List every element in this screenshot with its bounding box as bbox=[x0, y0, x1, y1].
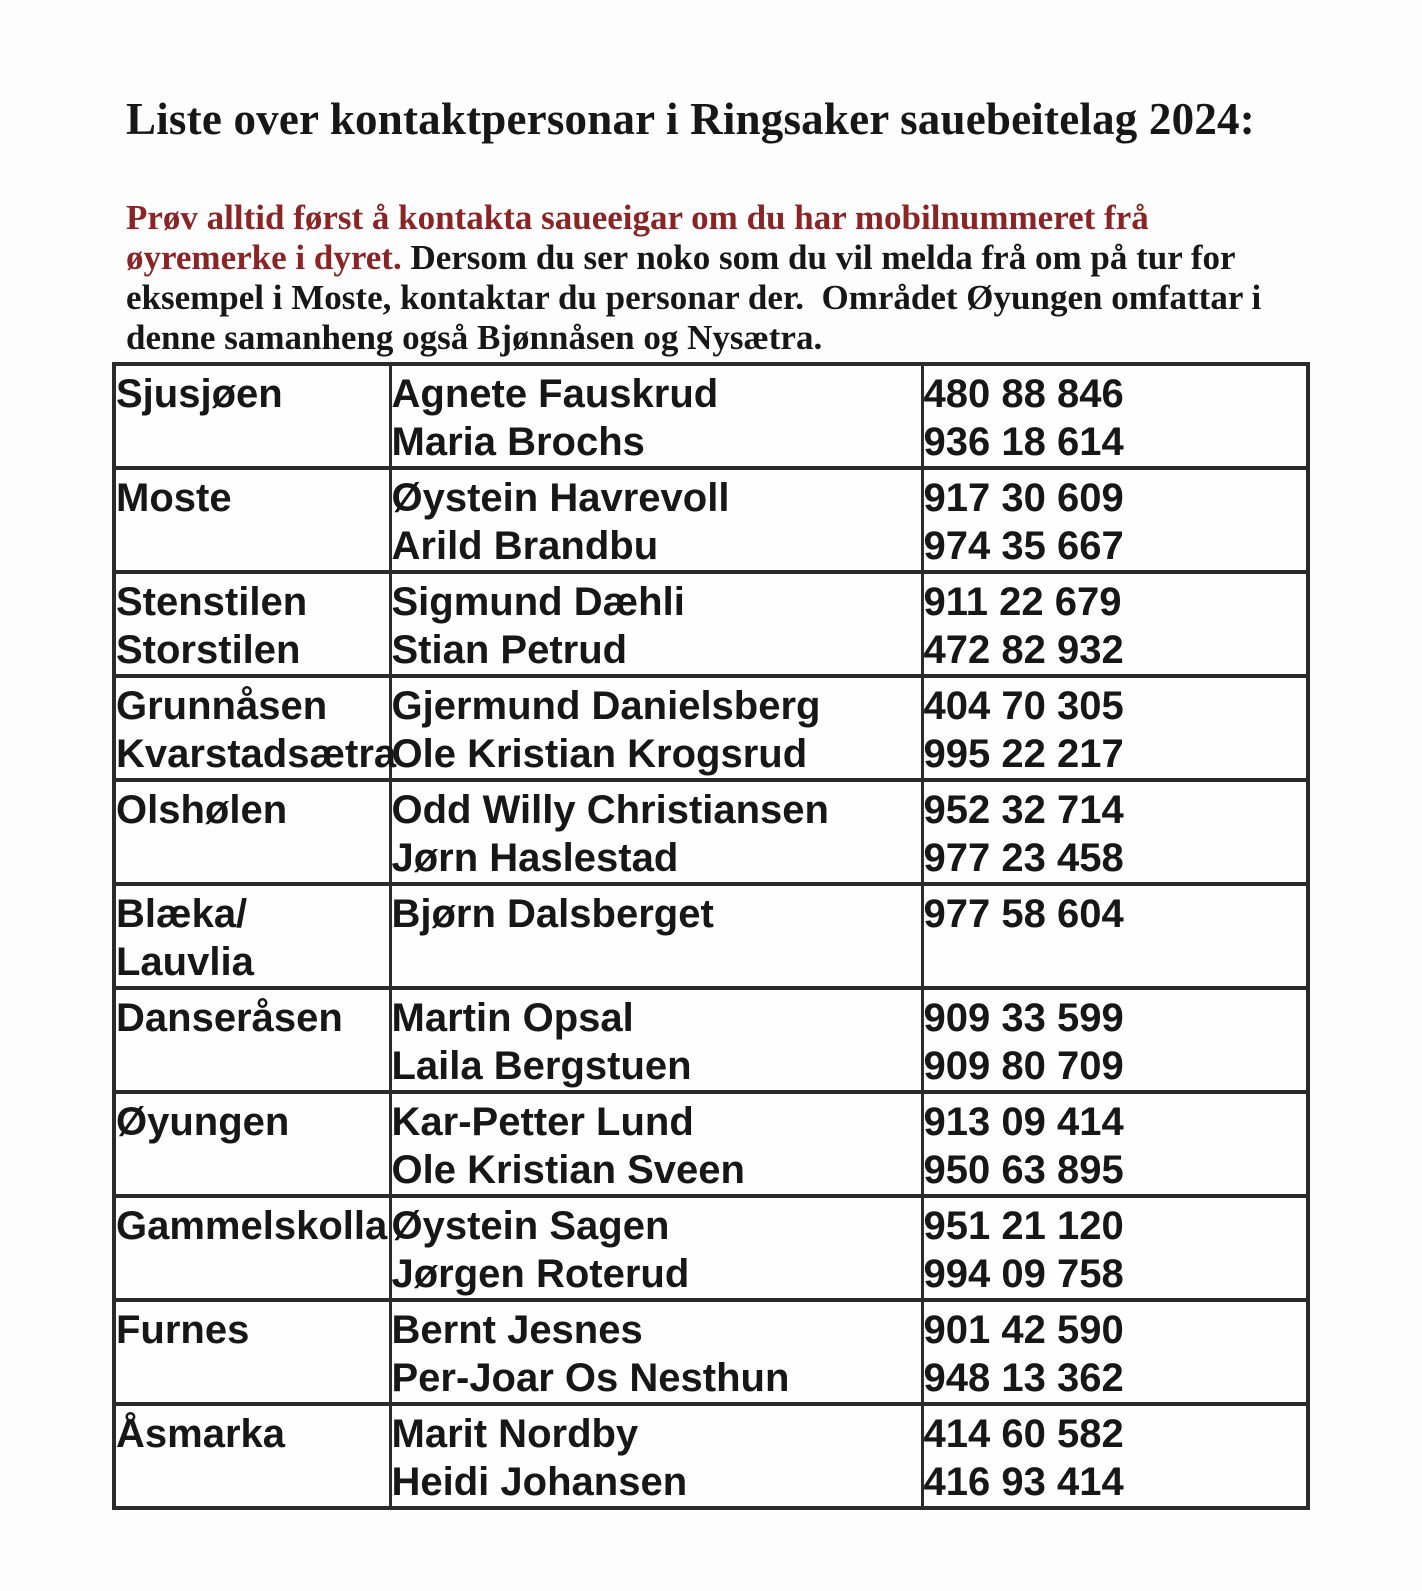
area-cell bbox=[114, 1196, 390, 1300]
area-name: Gammelskolla bbox=[116, 1204, 388, 1248]
contact-phone: 414 60 582 bbox=[923, 1412, 1124, 1456]
contacts-table bbox=[112, 362, 1310, 1510]
contact-name: Sigmund Dæhli bbox=[391, 580, 685, 624]
contact-name: Maria Brochs bbox=[391, 420, 645, 464]
phones-cell bbox=[922, 1196, 1308, 1300]
area-cell bbox=[114, 780, 390, 884]
phones-cell bbox=[922, 780, 1308, 884]
phones-cell bbox=[922, 1092, 1308, 1196]
area-name: Sjusjøen bbox=[116, 372, 283, 416]
contact-name: Heidi Johansen bbox=[391, 1460, 688, 1504]
names-cell bbox=[390, 572, 922, 676]
contact-name: Bjørn Dalsberget bbox=[391, 892, 714, 936]
names-cell bbox=[390, 1092, 922, 1196]
contact-phone: 909 80 709 bbox=[923, 1044, 1124, 1088]
contact-phone: 948 13 362 bbox=[923, 1356, 1124, 1400]
area-name: Moste bbox=[116, 476, 232, 520]
area-name: Furnes bbox=[116, 1308, 250, 1352]
table-row bbox=[114, 1196, 1308, 1300]
area-cell bbox=[114, 676, 397, 780]
contact-name: Arild Brandbu bbox=[391, 524, 659, 568]
table-row bbox=[114, 780, 1308, 884]
table-row bbox=[114, 676, 1308, 780]
area-name: Grunnåsen bbox=[116, 684, 328, 728]
contact-phone: 901 42 590 bbox=[923, 1308, 1124, 1352]
phones-cell bbox=[922, 1404, 1308, 1508]
names-cell bbox=[390, 468, 922, 572]
names-cell bbox=[390, 364, 922, 468]
contact-phone: 913 09 414 bbox=[923, 1100, 1124, 1144]
contact-name: Marit Nordby bbox=[391, 1412, 639, 1456]
area-name: Åsmarka bbox=[116, 1412, 286, 1456]
contact-phone: 917 30 609 bbox=[923, 476, 1124, 520]
table-row bbox=[114, 1092, 1308, 1196]
contact-name: Laila Bergstuen bbox=[391, 1044, 692, 1088]
contact-phone: 977 58 604 bbox=[923, 892, 1124, 936]
area-name: Storstilen bbox=[116, 628, 301, 672]
area-cell bbox=[114, 1092, 390, 1196]
intro-body-text: Dersom du ser noko som du vil melda frå om på tur for eksempel i Moste, kontaktar du personar der. Området Øyungen omfattar i denne samanheng også Bjønnåsen og Nysætra. bbox=[126, 238, 1270, 357]
contact-phone: 994 09 758 bbox=[923, 1252, 1124, 1296]
table-row bbox=[114, 364, 1308, 468]
table-row bbox=[114, 1300, 1308, 1404]
area-cell bbox=[114, 572, 390, 676]
phones-cell bbox=[922, 884, 1308, 988]
contact-name: Ole Kristian Sveen bbox=[391, 1148, 745, 1192]
contact-name: Øystein Sagen bbox=[391, 1204, 670, 1248]
table-row bbox=[114, 468, 1308, 572]
table-row bbox=[114, 1404, 1308, 1508]
phones-cell bbox=[922, 572, 1308, 676]
contact-name: Øystein Havrevoll bbox=[391, 476, 730, 520]
contact-name: Jørn Haslestad bbox=[391, 836, 679, 880]
contact-phone: 911 22 679 bbox=[923, 580, 1122, 624]
contact-name: Martin Opsal bbox=[391, 996, 634, 1040]
phones-cell bbox=[922, 364, 1308, 468]
contact-phone: 404 70 305 bbox=[923, 684, 1124, 728]
names-cell bbox=[390, 988, 922, 1092]
names-cell bbox=[390, 1196, 922, 1300]
names-cell bbox=[390, 884, 922, 988]
area-cell bbox=[114, 364, 390, 468]
contact-phone: 952 32 714 bbox=[923, 788, 1124, 832]
area-name: Danseråsen bbox=[116, 996, 343, 1040]
contact-phone: 974 35 667 bbox=[923, 524, 1124, 568]
contact-name: Kar-Petter Lund bbox=[391, 1100, 694, 1144]
contact-name: Per-Joar Os Nesthun bbox=[391, 1356, 790, 1400]
area-name: Øyungen bbox=[116, 1100, 290, 1144]
area-name: Lauvlia bbox=[116, 940, 254, 984]
contact-phone: 909 33 599 bbox=[923, 996, 1124, 1040]
area-cell bbox=[114, 988, 390, 1092]
contact-phone: 951 21 120 bbox=[923, 1204, 1124, 1248]
phones-cell bbox=[922, 1300, 1308, 1404]
contact-name: Odd Willy Christiansen bbox=[391, 788, 829, 832]
names-cell bbox=[390, 1300, 922, 1404]
contact-name: Bernt Jesnes bbox=[391, 1308, 643, 1352]
contact-phone: 416 93 414 bbox=[923, 1460, 1124, 1504]
area-cell bbox=[114, 1300, 390, 1404]
area-cell bbox=[114, 884, 390, 988]
contact-name: Stian Petrud bbox=[391, 628, 628, 672]
table-row bbox=[114, 572, 1308, 676]
phones-cell bbox=[922, 988, 1308, 1092]
contact-phone: 977 23 458 bbox=[923, 836, 1124, 880]
phones-cell bbox=[922, 676, 1308, 780]
contacts-table-body bbox=[114, 364, 1308, 1508]
area-cell bbox=[114, 468, 390, 572]
names-cell bbox=[390, 780, 922, 884]
intro-paragraph bbox=[126, 198, 1276, 358]
phones-cell bbox=[922, 468, 1308, 572]
contact-phone: 472 82 932 bbox=[923, 628, 1124, 672]
contact-phone: 936 18 614 bbox=[923, 420, 1124, 464]
contact-name: Agnete Fauskrud bbox=[391, 372, 719, 416]
contact-name: Gjermund Danielsberg bbox=[391, 684, 821, 728]
area-name: Olshølen bbox=[116, 788, 288, 832]
area-name: Stenstilen bbox=[116, 580, 308, 624]
area-name: Kvarstadsætra bbox=[116, 732, 397, 776]
area-cell bbox=[114, 1404, 390, 1508]
contact-phone: 950 63 895 bbox=[923, 1148, 1124, 1192]
contact-name: Jørgen Roterud bbox=[391, 1252, 690, 1296]
names-cell bbox=[390, 676, 922, 780]
page-title: Liste over kontaktpersonar i Ringsaker sauebeitelag 2024: bbox=[126, 94, 1255, 144]
table-row bbox=[114, 884, 1308, 988]
table-row bbox=[114, 988, 1308, 1092]
contact-name: Ole Kristian Krogsrud bbox=[391, 732, 808, 776]
contact-phone: 995 22 217 bbox=[923, 732, 1124, 776]
contact-phone: 480 88 846 bbox=[923, 372, 1124, 416]
intro-warning-text: Prøv alltid først å kontakta saueeigar om du har mobilnummeret frå øyremerke i dyret. bbox=[126, 198, 1158, 277]
area-name: Blæka/ bbox=[116, 892, 248, 936]
names-cell bbox=[390, 1404, 922, 1508]
